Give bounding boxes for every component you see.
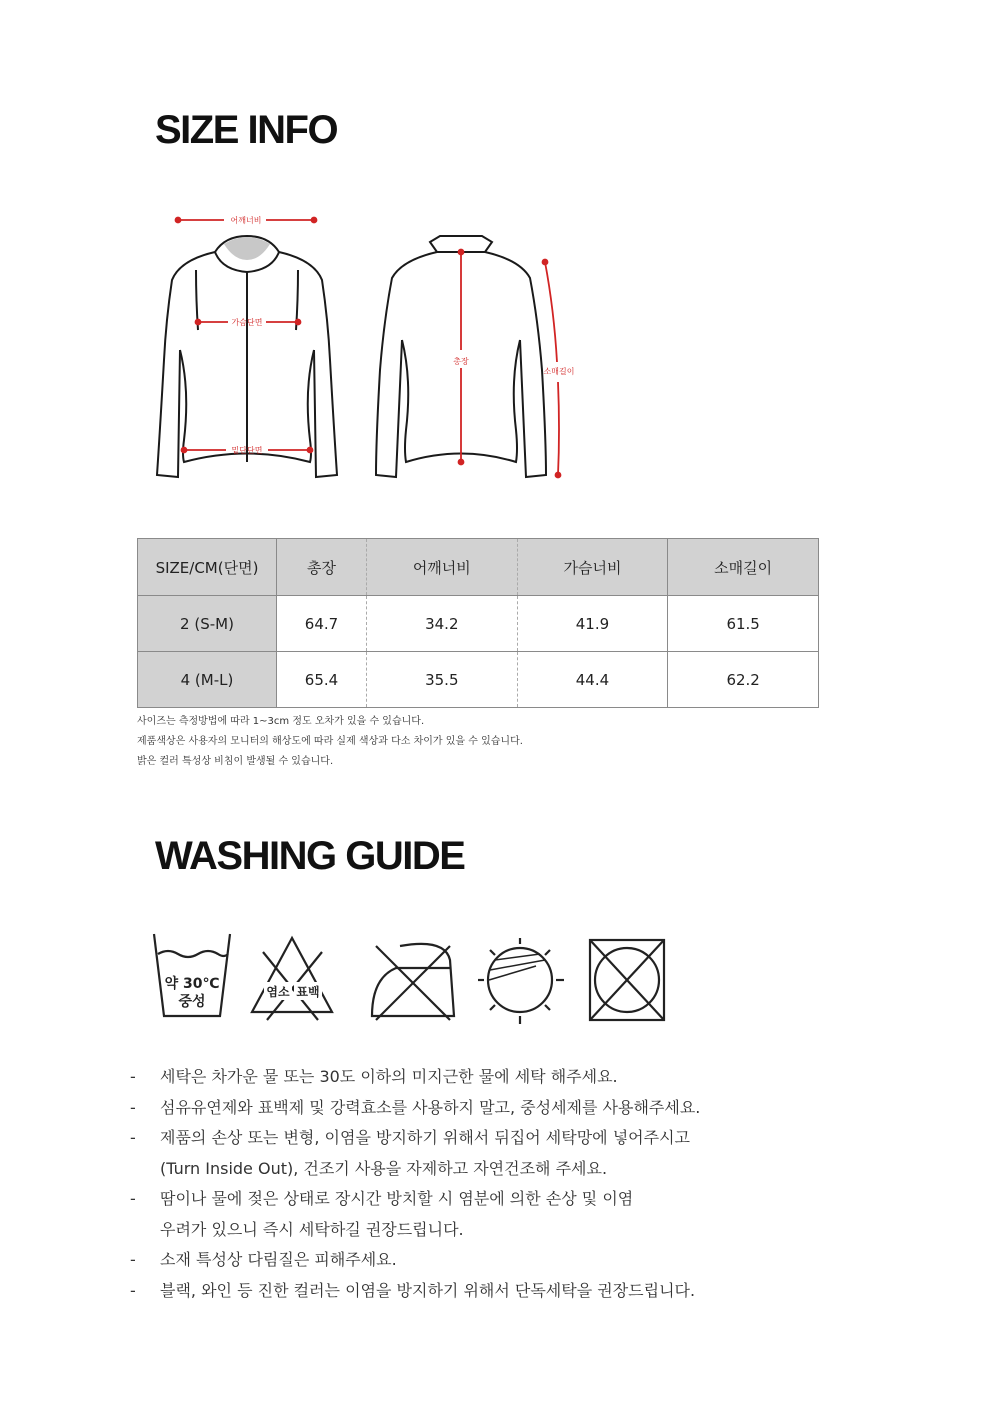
size-table-header bbox=[138, 539, 819, 596]
label-sleeve: 소매길이 bbox=[543, 367, 575, 376]
size-info-title: SIZE INFO bbox=[155, 108, 338, 152]
front-body bbox=[157, 252, 215, 477]
list-item: - 세탁은 차가운 물 또는 30도 이하의 미지근한 물에 세탁 해주세요. bbox=[130, 1062, 700, 1093]
cell-sleeve: 61.5 bbox=[668, 596, 819, 652]
svg-text:염소: 염소 bbox=[266, 985, 290, 999]
bullet-dash: - bbox=[130, 1097, 136, 1117]
label-hem: 밑단단면 bbox=[231, 446, 263, 455]
garment-diagram bbox=[140, 200, 600, 500]
bullet-dash: - bbox=[130, 1128, 136, 1147]
care-icons bbox=[150, 930, 670, 1030]
note-line: 제품색상은 사용자의 모니터의 해상도에 따라 실제 색상과 다소 차이가 있을 수 있습니다. bbox=[137, 736, 523, 747]
row-size: 4 (M-L) bbox=[138, 652, 277, 708]
svg-text:표백: 표백 bbox=[296, 985, 320, 999]
size-notes bbox=[137, 712, 523, 772]
cell-chest: 41.9 bbox=[517, 596, 668, 652]
washing-guide-title: WASHING GUIDE bbox=[155, 834, 465, 878]
label-length: 총장 bbox=[453, 357, 469, 366]
header-size: SIZE/CM(단면) bbox=[138, 539, 277, 596]
list-item: - 섬유유연제와 표백제 및 강력효소를 사용하지 말고, 중성세제를 사용해주세요. bbox=[130, 1093, 700, 1124]
bullet-dash: - bbox=[130, 1067, 136, 1086]
header-shoulder: 어깨너비 bbox=[366, 539, 517, 596]
washing-guide-list bbox=[130, 1062, 700, 1306]
cell-length: 64.7 bbox=[277, 596, 367, 652]
dry-in-shade-icon bbox=[478, 938, 564, 1024]
note-line: 밝은 컬러 특성상 비침이 발생될 수 있습니다. bbox=[137, 756, 334, 767]
list-item: - 제품의 손상 또는 변형, 이염을 방지하기 위해서 뒤집어 세탁망에 넣어주시고 (Turn Inside Out), 건조기 사용을 자제하고 자연건조해 주세요. bbox=[130, 1123, 700, 1184]
bullet-dash: - bbox=[130, 1280, 136, 1300]
cell-length: 65.4 bbox=[277, 652, 367, 708]
header-sleeve: 소매길이 bbox=[668, 539, 819, 596]
header-chest: 가슴너비 bbox=[517, 539, 668, 596]
cell-chest: 44.4 bbox=[517, 652, 668, 708]
note-line: 사이즈는 측정방법에 따라 1~3cm 정도 오차가 있을 수 있습니다. bbox=[137, 716, 425, 727]
no-bleach-icon bbox=[252, 938, 332, 1020]
header-length: 총장 bbox=[277, 539, 367, 596]
hand-wash-30-icon bbox=[154, 934, 230, 1016]
list-item: - 소재 특성상 다림질은 피해주세요. bbox=[130, 1245, 700, 1276]
bullet-dash: - bbox=[130, 1189, 136, 1208]
row-size: 2 (S-M) bbox=[138, 596, 277, 652]
label-chest: 가슴단면 bbox=[231, 318, 263, 327]
no-iron-icon bbox=[372, 944, 454, 1020]
svg-text:중성: 중성 bbox=[178, 994, 206, 1010]
table-row bbox=[138, 652, 819, 708]
list-item: - 블랙, 와인 등 진한 컬러는 이염을 방지하기 위해서 단독세탁을 권장드립니다. bbox=[130, 1276, 700, 1307]
table-row bbox=[138, 596, 819, 652]
no-tumble-dry-icon bbox=[590, 940, 664, 1020]
list-item: - 땀이나 물에 젖은 상태로 장시간 방치할 시 염분에 의한 손상 및 이염 우려가 있으니 즉시 세탁하길 권장드립니다. bbox=[130, 1184, 700, 1245]
cell-sleeve: 62.2 bbox=[668, 652, 819, 708]
svg-text:약 30℃: 약 30℃ bbox=[164, 976, 220, 992]
cell-shoulder: 34.2 bbox=[366, 596, 517, 652]
size-table bbox=[137, 538, 819, 708]
label-shoulder: 어깨너비 bbox=[230, 216, 262, 225]
bullet-dash: - bbox=[130, 1250, 136, 1269]
cell-shoulder: 35.5 bbox=[366, 652, 517, 708]
